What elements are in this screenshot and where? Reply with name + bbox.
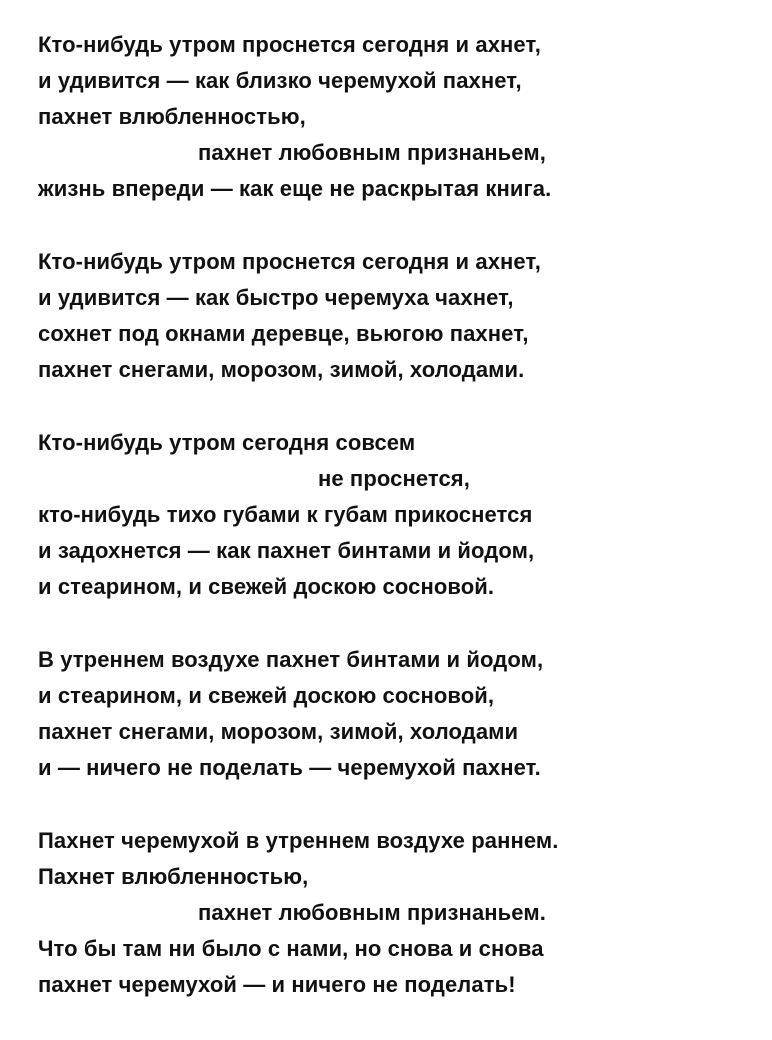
poem-line: пахнет влюбленностью,	[38, 104, 306, 129]
poem-line: и задохнется — как пахнет бинтами и йодом,	[38, 538, 535, 563]
poem-line: и стеарином, и свежей доскою сосновой,	[38, 683, 495, 708]
stanza-3	[38, 425, 758, 605]
poem-line: и удивится — как близко черемухой пахнет,	[38, 68, 522, 93]
poem-line: В утреннем воздухе пахнет бинтами и йодом,	[38, 647, 544, 672]
poem-line: Кто-нибудь утром сегодня совсем	[38, 430, 416, 455]
poem-line: пахнет снегами, морозом, зимой, холодами.	[38, 357, 525, 382]
poem-line: и — ничего не поделать — черемухой пахнет.	[38, 755, 541, 780]
poem-line: пахнет снегами, морозом, зимой, холодами	[38, 719, 519, 744]
poem-line: сохнет под окнами деревце, вьюгою пахнет,	[38, 321, 529, 346]
stanza-4	[38, 642, 758, 786]
poem-line: Пахнет черемухой в утреннем воздухе раннем.	[38, 828, 559, 853]
poem-line: Пахнет влюбленностью,	[38, 864, 309, 889]
poem-line: жизнь впереди — как еще не раскрытая книга.	[38, 176, 552, 201]
poem-line: пахнет черемухой — и ничего не поделать!	[38, 972, 516, 997]
poem-line: Кто-нибудь утром проснется сегодня и ахнет,	[38, 249, 541, 274]
poem-line: кто-нибудь тихо губами к губам прикоснется	[38, 502, 533, 527]
stanza-5	[38, 823, 758, 1003]
poem-line: и удивится — как быстро черемуха чахнет,	[38, 285, 514, 310]
poem-line: Что бы там ни было с нами, но снова и снова	[38, 936, 544, 961]
poem-line-indented: пахнет любовным признаньем.	[198, 900, 546, 925]
stanza-1	[38, 27, 758, 207]
stanza-2	[38, 244, 758, 388]
poem-text	[38, 27, 758, 1040]
poem-line: Кто-нибудь утром проснется сегодня и ахнет,	[38, 32, 541, 57]
poem-line-indented: не проснется,	[318, 466, 470, 491]
poem-line-indented: пахнет любовным признаньем,	[198, 140, 546, 165]
poem-line: и стеарином, и свежей доскою сосновой.	[38, 574, 495, 599]
